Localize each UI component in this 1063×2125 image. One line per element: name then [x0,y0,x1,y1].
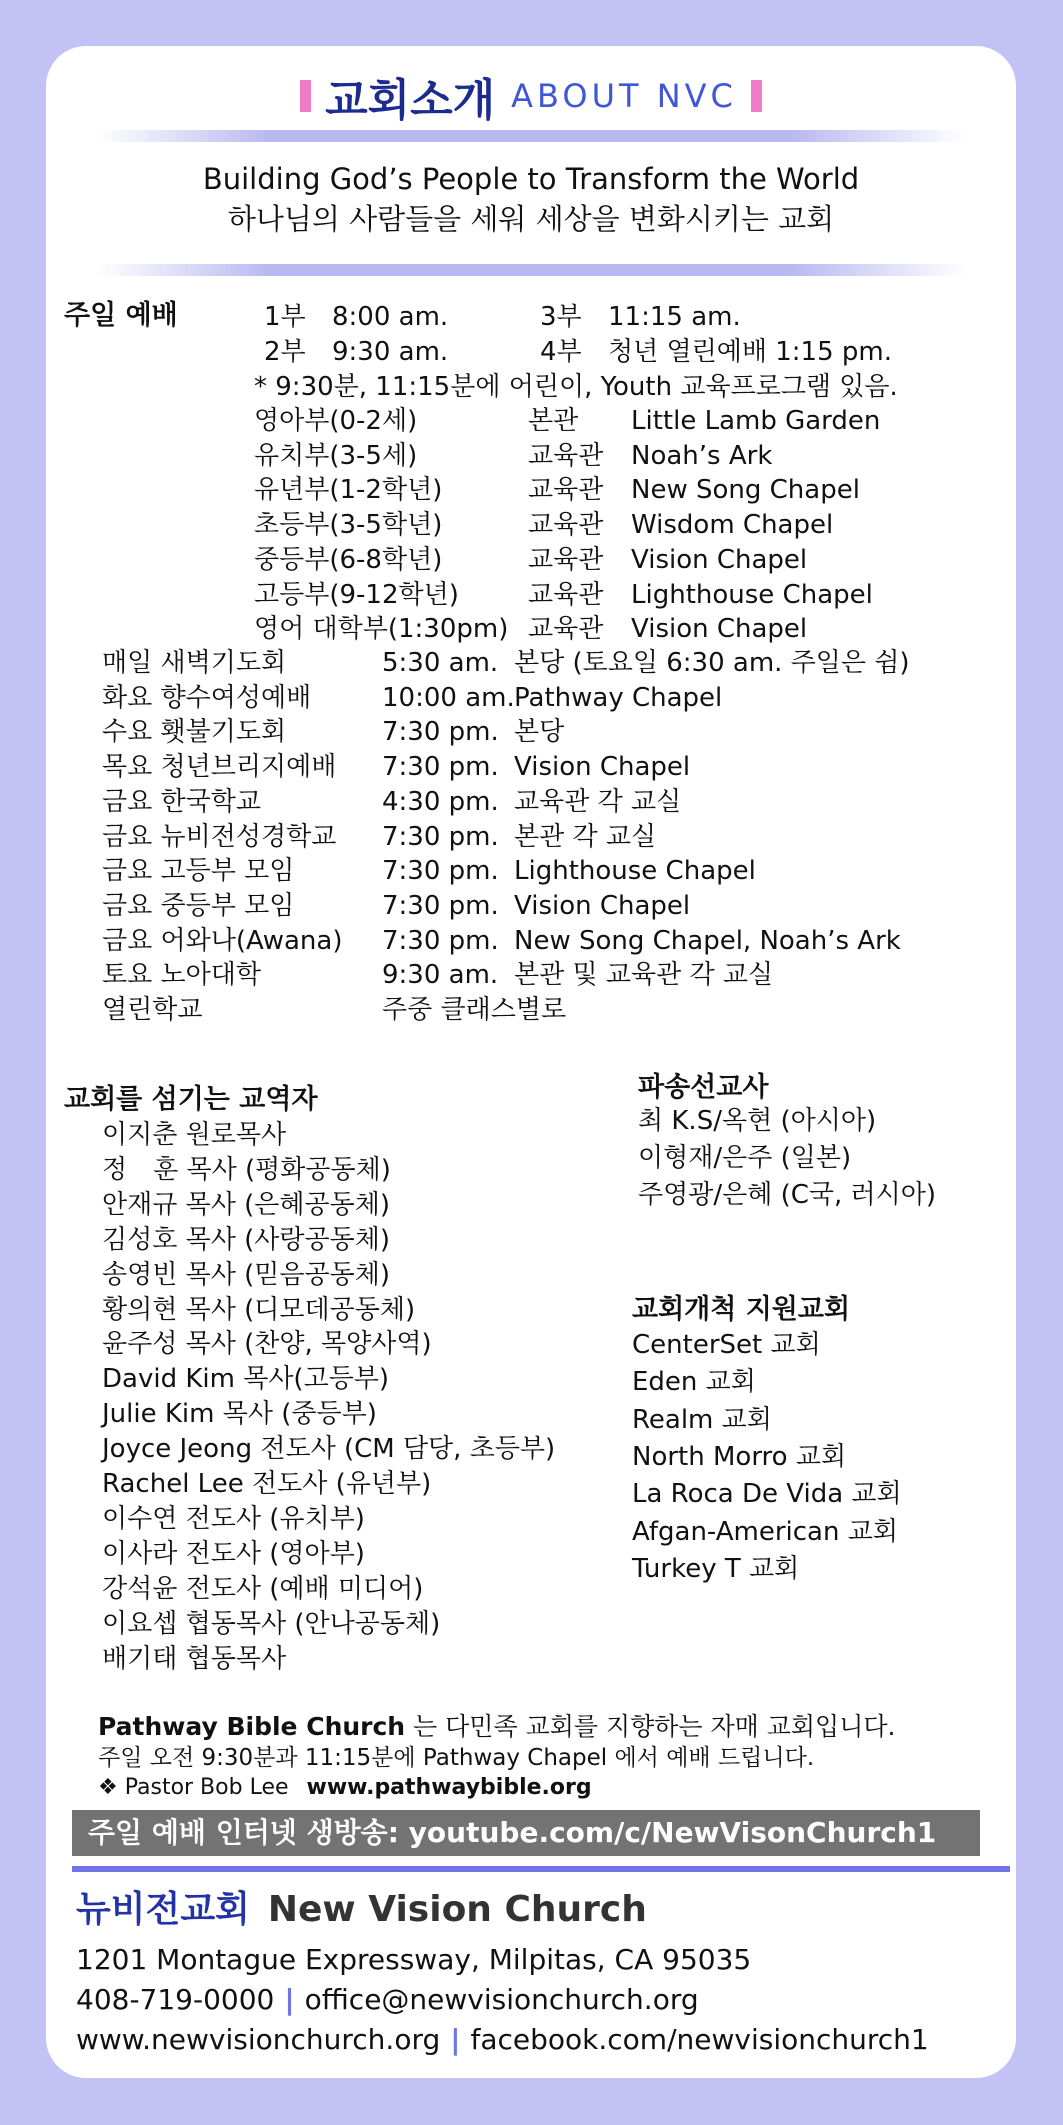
schedule-event-name: 금요 어와나(Awana) [102,925,343,956]
program-department: 영아부(0-2세) [254,406,418,436]
minister-name: 황의현 목사 (디모데공동체) [102,1294,416,1325]
program-department: 유년부(1-2학년) [254,475,443,506]
minister-name: 이사라 전도사 (영아부) [102,1538,365,1569]
schedule-event-time: 7:30 pm. [382,717,499,748]
schedule-event-time: 7:30 pm. [382,925,499,956]
program-room: Wisdom Chapel [631,510,834,541]
planting-church-name: La Roca De Vida 교회 [632,1479,902,1510]
schedule-event-name: 열린학교 [102,995,203,1025]
service-2-time: 9:30 am. [332,337,449,367]
pathway-description: 는 다민족 교회를 지향하는 자매 교회입니다. [405,1712,896,1741]
program-department: 유치부(3-5세) [254,440,418,471]
schedule-event-name: 금요 한국학교 [102,786,261,817]
service-2-part: 2부 [264,337,306,367]
program-department: 중등부(6-8학년) [254,544,443,575]
program-room: Little Lamb Garden [631,406,881,436]
schedule-event-name: 매일 새벽기도회 [102,648,287,678]
church-facebook-link[interactable]: facebook.com/newvisionchurch1 [470,2023,929,2056]
church-website-link[interactable]: www.newvisionchurch.org [76,2023,441,2056]
minister-name: 이수연 전도사 (유치부) [102,1503,365,1534]
planting-church-name: Eden 교회 [632,1367,756,1398]
minister-name: 윤주성 목사 (찬양, 목양사역) [102,1329,432,1360]
schedule-event-place: 본당 (토요일 6:30 am. 주일은 쉼) [514,648,910,678]
schedule-event-time: 7:30 pm. [382,890,499,921]
minister-name: David Kim 목사(고등부) [102,1364,390,1395]
minister-name: 강석윤 전도사 (예배 미디어) [102,1573,424,1604]
schedule-event-place: New Song Chapel, Noah’s Ark [514,925,901,956]
pathway-name: Pathway Bible Church [98,1712,406,1741]
planting-church-name: Afgan-American 교회 [632,1516,898,1547]
program-building: 교육관 [528,614,604,645]
planting-church-name: North Morro 교회 [632,1441,847,1472]
pathway-line-2: 주일 오전 9:30분과 11:15분에 Pathway Chapel 에서 예배 드립니다. [98,1745,815,1771]
livestream-banner[interactable]: 주일 예배 인터넷 생방송: youtube.com/c/NewVisonChurch1 [72,1810,980,1856]
schedule-event-time: 10:00 am. [382,682,515,713]
schedule-event-name: 수요 횃불기도회 [102,717,287,748]
program-department: 초등부(3-5학년) [254,510,443,541]
minister-name: 정 훈 목사 (평화공동체) [102,1154,391,1185]
minister-name: 이지춘 원로목사 [102,1120,287,1150]
program-building: 교육관 [528,544,604,575]
minister-name: 김성호 목사 (사랑공동체) [102,1224,390,1255]
pink-bar-left [300,80,311,112]
program-building: 교육관 [528,510,604,541]
schedule-event-time: 9:30 am. [382,960,499,991]
planting-church-name: Realm 교회 [632,1404,772,1435]
header-divider [96,130,966,142]
separator-bar: | [450,2023,461,2056]
church-phone[interactable]: 408-719-0000 [76,1983,275,2016]
missionary-name: 이형재/은주 (일본) [638,1143,852,1173]
minister-name: Rachel Lee 전도사 (유년부) [102,1469,432,1499]
schedule-event-name: 목요 청년브리지예배 [102,752,337,783]
separator-bar: | [284,1983,295,2016]
service-3-part: 3부 [540,302,582,332]
schedule-event-time: 5:30 am. [382,648,499,678]
schedule-event-time: 7:30 pm. [382,856,499,887]
pathway-line-3 [98,1772,592,1804]
footer-divider [72,1866,1010,1872]
pink-bar-right [751,80,762,112]
pathway-pastor: ❖ Pastor Bob Lee [98,1775,289,1800]
slogan-english: Building God’s People to Transform the World [202,162,860,196]
schedule-event-name: 금요 뉴비전성경학교 [102,821,337,852]
slogan-korean: 하나님의 사람들을 세워 세상을 변화시키는 교회 [227,202,835,236]
about-card [46,46,1016,2078]
ministers-title: 교회를 섬기는 교역자 [64,1084,318,1115]
title-english: ABOUT NVC [511,77,737,115]
schedule-event-place: 본당 [514,717,565,748]
schedule-event-place: 본관 및 교육관 각 교실 [514,960,774,991]
schedule-event-time: 7:30 pm. [382,821,499,852]
schedule-event-place: 본관 각 교실 [514,821,657,852]
title-korean: 교회소개 [325,75,496,126]
service-4-part: 4부 [540,337,582,367]
service-3-time: 11:15 am. [608,302,741,332]
schedule-event-place: 교육관 각 교실 [514,786,682,817]
schedule-event-name: 금요 중등부 모임 [102,890,295,921]
pathway-website-link[interactable]: www.pathwaybible.org [306,1775,592,1800]
schedule-event-place: Pathway Chapel [514,682,723,713]
minister-name: 이요셉 협동목사 (안나공동체) [102,1608,441,1639]
minister-name: 송영빈 목사 (믿음공동체) [102,1259,390,1290]
schedule-event-time: 4:30 pm. [382,786,499,817]
missionary-name: 주영광/은혜 (C국, 러시아) [638,1180,937,1210]
minister-name: 배기태 협동목사 [102,1643,287,1674]
church-name-english: New Vision Church [267,1889,647,1930]
header-title [46,64,1016,124]
worship-title: 주일 예배 [64,300,178,331]
schedule-event-time: 주중 클래스별로 [382,995,567,1025]
pathway-line-1 [98,1710,895,1744]
minister-name: Joyce Jeong 전도사 (CM 담당, 초등부) [102,1434,556,1465]
service-4-time: 청년 열린예배 1:15 pm. [608,337,892,367]
program-department: 영어 대학부(1:30pm) [254,614,509,645]
service-1-time: 8:00 am. [332,302,449,332]
church-email[interactable]: office@newvisionchurch.org [304,1983,699,2016]
missionaries-title: 파송선교사 [638,1072,769,1103]
missionary-name: 최 K.S/옥현 (아시아) [638,1106,877,1136]
church-address: 1201 Montague Expressway, Milpitas, CA 95035 [76,1943,752,1976]
schedule-event-name: 토요 노아대학 [102,960,261,991]
church-name-korean: 뉴비전교회 [76,1888,250,1930]
slogan-divider [96,264,966,276]
planting-church-name: Turkey T 교회 [632,1553,800,1584]
program-room: Lighthouse Chapel [631,579,873,610]
schedule-event-name: 화요 향수여성예배 [102,682,312,713]
minister-name: Julie Kim 목사 (중등부) [102,1399,377,1430]
planting-title: 교회개척 지원교회 [632,1294,851,1325]
schedule-event-name: 금요 고등부 모임 [102,856,295,887]
planting-church-name: CenterSet 교회 [632,1330,821,1360]
program-building: 교육관 [528,475,604,506]
church-name [76,1884,647,1941]
program-room: Vision Chapel [631,614,808,645]
program-room: Noah’s Ark [631,440,773,471]
program-department: 고등부(9-12학년) [254,579,459,610]
contact-line [76,1980,699,2020]
program-building: 교육관 [528,579,604,610]
program-building: 교육관 [528,440,604,471]
schedule-event-place: Vision Chapel [514,752,691,783]
program-building: 본관 [528,406,579,436]
minister-name: 안재규 목사 (은혜공동체) [102,1189,390,1220]
schedule-event-time: 7:30 pm. [382,752,499,783]
web-line [76,2020,929,2060]
worship-note: * 9:30분, 11:15분에 어린이, Youth 교육프로그램 있음. [254,372,898,402]
schedule-event-place: Lighthouse Chapel [514,856,756,887]
program-room: New Song Chapel [631,475,860,506]
program-room: Vision Chapel [631,544,808,575]
service-1-part: 1부 [264,302,306,332]
schedule-event-place: Vision Chapel [514,890,691,921]
